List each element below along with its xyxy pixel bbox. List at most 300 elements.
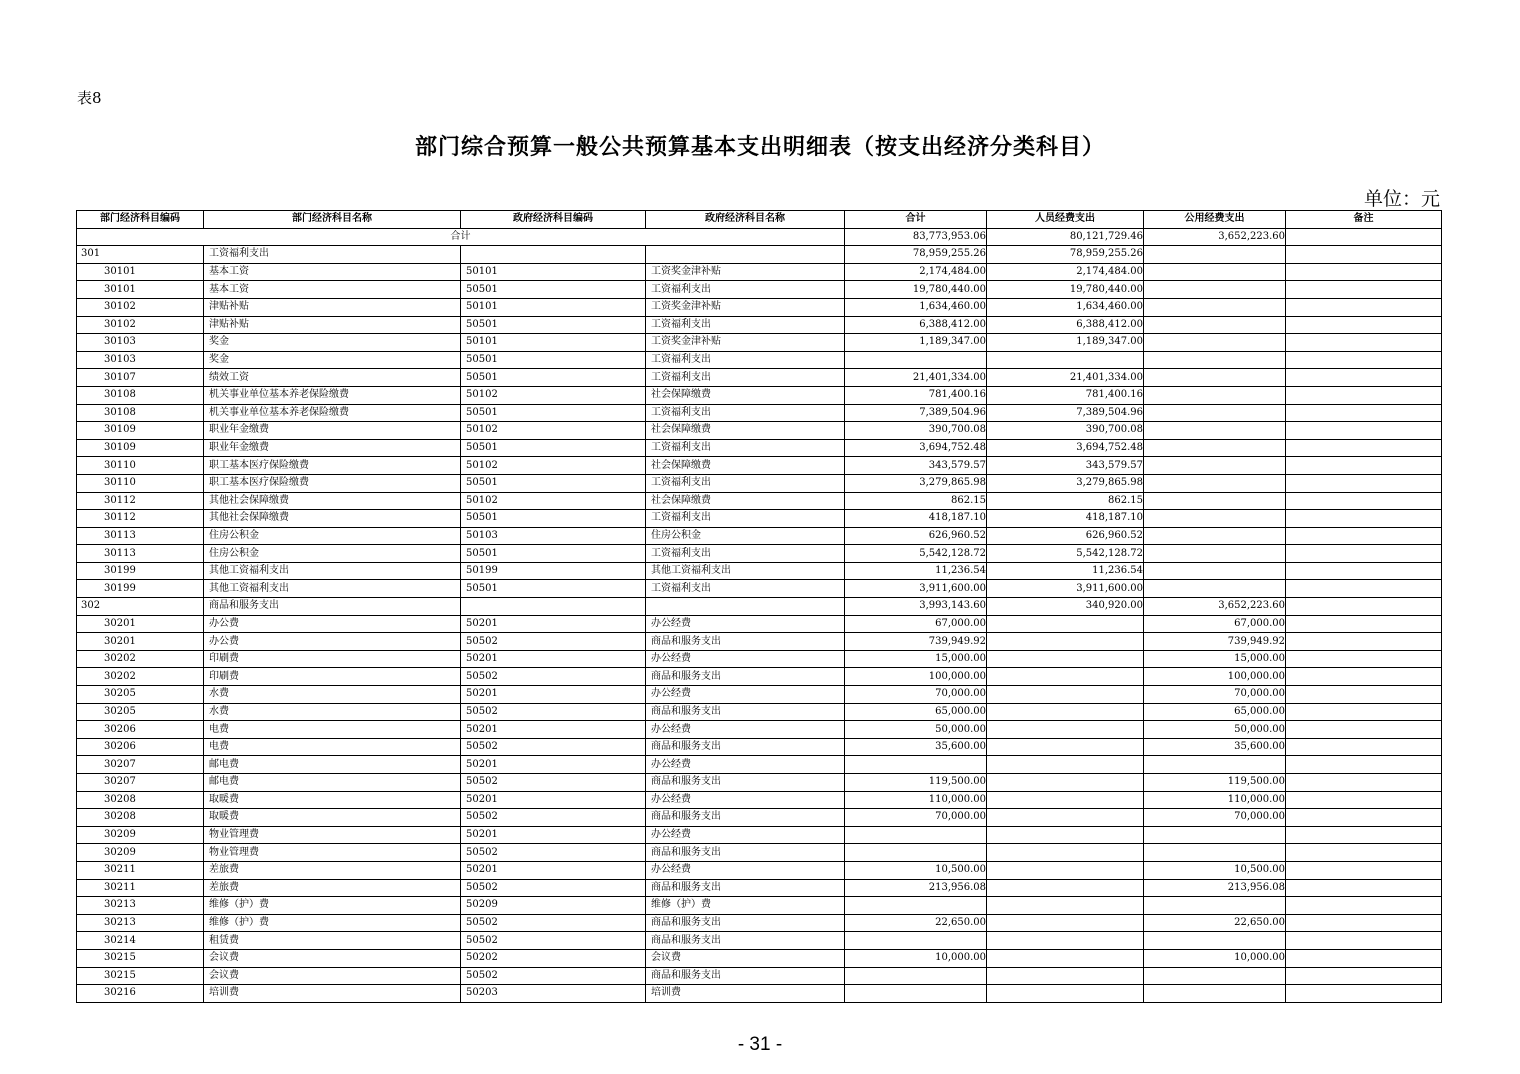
gov-name-cell: 办公经费 xyxy=(646,861,845,879)
dept-name-cell: 电费 xyxy=(204,738,461,756)
personnel-cell: 7,389,504.96 xyxy=(987,404,1144,422)
dept-name-cell: 水费 xyxy=(204,686,461,704)
table-row xyxy=(77,686,1442,704)
public-cell xyxy=(1144,967,1286,985)
table-row xyxy=(77,844,1442,862)
gov-code-cell: 50203 xyxy=(461,985,646,1003)
gov-code-cell: 50209 xyxy=(461,897,646,915)
note-cell xyxy=(1286,756,1442,774)
public-cell: 10,000.00 xyxy=(1144,949,1286,967)
note-cell xyxy=(1286,844,1442,862)
public-cell: 35,600.00 xyxy=(1144,738,1286,756)
public-cell: 15,000.00 xyxy=(1144,650,1286,668)
gov-name-cell: 工资福利支出 xyxy=(646,439,845,457)
table-label: 表8 xyxy=(77,89,102,107)
gov-name-cell: 商品和服务支出 xyxy=(646,844,845,862)
header-personnel: 人员经费支出 xyxy=(987,211,1144,229)
note-cell xyxy=(1286,774,1442,792)
table-row xyxy=(77,914,1442,932)
note-cell xyxy=(1286,633,1442,651)
dept-name-cell: 其他社会保障缴费 xyxy=(204,492,461,510)
personnel-cell xyxy=(987,668,1144,686)
personnel-cell: 1,189,347.00 xyxy=(987,334,1144,352)
dept-name-cell: 基本工资 xyxy=(204,281,461,299)
public-cell xyxy=(1144,897,1286,915)
personnel-cell xyxy=(987,897,1144,915)
personnel-cell xyxy=(987,932,1144,950)
note-cell xyxy=(1286,246,1442,264)
note-cell xyxy=(1286,721,1442,739)
total-cell: 7,389,504.96 xyxy=(845,404,987,422)
total-public: 3,652,223.60 xyxy=(1144,228,1286,246)
gov-name-cell: 办公经费 xyxy=(646,826,845,844)
total-cell: 3,911,600.00 xyxy=(845,580,987,598)
total-personnel: 80,121,729.46 xyxy=(987,228,1144,246)
dept-code-cell: 30208 xyxy=(77,791,204,809)
table-row xyxy=(77,879,1442,897)
gov-code-cell: 50502 xyxy=(461,879,646,897)
gov-name-cell: 工资福利支出 xyxy=(646,510,845,528)
total-cell: 781,400.16 xyxy=(845,386,987,404)
table-row xyxy=(77,439,1442,457)
total-cell: 10,000.00 xyxy=(845,949,987,967)
dept-name-cell: 水费 xyxy=(204,703,461,721)
personnel-cell xyxy=(987,879,1144,897)
gov-code-cell: 50502 xyxy=(461,738,646,756)
public-cell: 65,000.00 xyxy=(1144,703,1286,721)
dept-code-cell: 30207 xyxy=(77,756,204,774)
gov-code-cell: 50502 xyxy=(461,809,646,827)
dept-name-cell: 其他社会保障缴费 xyxy=(204,510,461,528)
table-row xyxy=(77,615,1442,633)
table-row xyxy=(77,985,1442,1003)
public-cell xyxy=(1144,369,1286,387)
public-cell xyxy=(1144,545,1286,563)
note-cell xyxy=(1286,703,1442,721)
gov-name-cell: 工资福利支出 xyxy=(646,580,845,598)
public-cell xyxy=(1144,404,1286,422)
personnel-cell xyxy=(987,967,1144,985)
public-cell xyxy=(1144,334,1286,352)
page-number: - 31 - xyxy=(737,1034,783,1055)
table-row xyxy=(77,457,1442,475)
dept-code-cell: 30206 xyxy=(77,721,204,739)
total-cell: 21,401,334.00 xyxy=(845,369,987,387)
public-cell xyxy=(1144,298,1286,316)
total-cell: 343,579.57 xyxy=(845,457,987,475)
table-row xyxy=(77,721,1442,739)
gov-name-cell: 办公经费 xyxy=(646,686,845,704)
public-cell: 3,652,223.60 xyxy=(1144,598,1286,616)
gov-name-cell: 商品和服务支出 xyxy=(646,738,845,756)
gov-code-cell: 50501 xyxy=(461,404,646,422)
total-cell xyxy=(845,985,987,1003)
gov-name-cell: 办公经费 xyxy=(646,791,845,809)
unit-label: 单位：元 xyxy=(1363,188,1440,210)
public-cell xyxy=(1144,527,1286,545)
dept-code-cell: 30206 xyxy=(77,738,204,756)
gov-code-cell: 50502 xyxy=(461,703,646,721)
total-cell: 3,279,865.98 xyxy=(845,474,987,492)
note-cell xyxy=(1286,879,1442,897)
gov-code-cell: 50101 xyxy=(461,334,646,352)
total-cell: 739,949.92 xyxy=(845,633,987,651)
dept-code-cell: 30205 xyxy=(77,686,204,704)
dept-name-cell: 物业管理费 xyxy=(204,826,461,844)
total-cell: 110,000.00 xyxy=(845,791,987,809)
total-cell: 50,000.00 xyxy=(845,721,987,739)
total-cell: 22,650.00 xyxy=(845,914,987,932)
public-cell: 100,000.00 xyxy=(1144,668,1286,686)
note-cell xyxy=(1286,527,1442,545)
table-row xyxy=(77,791,1442,809)
gov-code-cell: 50201 xyxy=(461,686,646,704)
gov-name-cell: 工资福利支出 xyxy=(646,474,845,492)
personnel-cell xyxy=(987,985,1144,1003)
header-public: 公用经费支出 xyxy=(1144,211,1286,229)
gov-code-cell: 50201 xyxy=(461,650,646,668)
dept-name-cell: 取暖费 xyxy=(204,791,461,809)
personnel-cell: 3,911,600.00 xyxy=(987,580,1144,598)
note-cell xyxy=(1286,949,1442,967)
personnel-cell: 78,959,255.26 xyxy=(987,246,1144,264)
table-row xyxy=(77,738,1442,756)
personnel-cell xyxy=(987,703,1144,721)
gov-name-cell: 维修（护）费 xyxy=(646,897,845,915)
table-row xyxy=(77,703,1442,721)
total-cell: 67,000.00 xyxy=(845,615,987,633)
note-cell xyxy=(1286,439,1442,457)
total-amount: 83,773,953.06 xyxy=(845,228,987,246)
note-cell xyxy=(1286,386,1442,404)
table-row xyxy=(77,826,1442,844)
gov-code-cell: 50101 xyxy=(461,298,646,316)
dept-name-cell: 职工基本医疗保险缴费 xyxy=(204,457,461,475)
total-cell: 390,700.08 xyxy=(845,422,987,440)
page-title: 部门综合预算一般公共预算基本支出明细表（按支出经济分类科目） xyxy=(414,135,1105,160)
gov-code-cell: 50501 xyxy=(461,510,646,528)
dept-code-cell: 30211 xyxy=(77,861,204,879)
dept-code-cell: 30101 xyxy=(77,281,204,299)
gov-code-cell: 50201 xyxy=(461,721,646,739)
total-cell: 862.15 xyxy=(845,492,987,510)
note-cell xyxy=(1286,985,1442,1003)
total-cell xyxy=(845,826,987,844)
personnel-cell: 390,700.08 xyxy=(987,422,1144,440)
gov-code-cell: 50502 xyxy=(461,668,646,686)
total-cell: 65,000.00 xyxy=(845,703,987,721)
dept-name-cell: 培训费 xyxy=(204,985,461,1003)
table-row xyxy=(77,668,1442,686)
dept-name-cell: 电费 xyxy=(204,721,461,739)
public-cell: 70,000.00 xyxy=(1144,809,1286,827)
personnel-cell xyxy=(987,861,1144,879)
header-total: 合计 xyxy=(845,211,987,229)
dept-code-cell: 30110 xyxy=(77,474,204,492)
table-row xyxy=(77,756,1442,774)
gov-code-cell: 50502 xyxy=(461,914,646,932)
note-cell xyxy=(1286,281,1442,299)
gov-name-cell: 培训费 xyxy=(646,985,845,1003)
dept-name-cell: 会议费 xyxy=(204,967,461,985)
note-cell xyxy=(1286,615,1442,633)
note-cell xyxy=(1286,668,1442,686)
dept-code-cell: 302 xyxy=(77,598,204,616)
note-cell xyxy=(1286,686,1442,704)
table-row xyxy=(77,774,1442,792)
gov-name-cell: 工资福利支出 xyxy=(646,316,845,334)
dept-name-cell: 职业年金缴费 xyxy=(204,422,461,440)
note-cell xyxy=(1286,492,1442,510)
dept-name-cell: 职工基本医疗保险缴费 xyxy=(204,474,461,492)
total-label: 合计 xyxy=(77,228,845,246)
gov-code-cell: 50201 xyxy=(461,791,646,809)
public-cell xyxy=(1144,562,1286,580)
gov-code-cell: 50501 xyxy=(461,439,646,457)
note-cell xyxy=(1286,457,1442,475)
dept-code-cell: 30199 xyxy=(77,562,204,580)
personnel-cell xyxy=(987,721,1144,739)
public-cell: 110,000.00 xyxy=(1144,791,1286,809)
total-cell: 100,000.00 xyxy=(845,668,987,686)
total-cell: 119,500.00 xyxy=(845,774,987,792)
gov-name-cell xyxy=(646,598,845,616)
gov-name-cell: 商品和服务支出 xyxy=(646,633,845,651)
table-row xyxy=(77,369,1442,387)
note-cell xyxy=(1286,580,1442,598)
personnel-cell xyxy=(987,949,1144,967)
gov-code-cell: 50501 xyxy=(461,545,646,563)
header-gov-code: 政府经济科目编码 xyxy=(461,211,646,229)
total-cell: 1,189,347.00 xyxy=(845,334,987,352)
personnel-cell: 340,920.00 xyxy=(987,598,1144,616)
table-row xyxy=(77,809,1442,827)
dept-code-cell: 30109 xyxy=(77,422,204,440)
note-cell xyxy=(1286,404,1442,422)
public-cell xyxy=(1144,439,1286,457)
personnel-cell xyxy=(987,809,1144,827)
public-cell xyxy=(1144,316,1286,334)
note-cell xyxy=(1286,809,1442,827)
personnel-cell: 6,388,412.00 xyxy=(987,316,1144,334)
personnel-cell xyxy=(987,351,1144,369)
gov-name-cell: 商品和服务支出 xyxy=(646,809,845,827)
personnel-cell xyxy=(987,791,1144,809)
dept-name-cell: 津贴补贴 xyxy=(204,298,461,316)
gov-name-cell: 商品和服务支出 xyxy=(646,879,845,897)
gov-code-cell: 50501 xyxy=(461,474,646,492)
dept-name-cell: 绩效工资 xyxy=(204,369,461,387)
total-cell: 626,960.52 xyxy=(845,527,987,545)
gov-name-cell: 商品和服务支出 xyxy=(646,932,845,950)
public-cell: 739,949.92 xyxy=(1144,633,1286,651)
table-row xyxy=(77,386,1442,404)
table-row xyxy=(77,949,1442,967)
total-cell: 5,542,128.72 xyxy=(845,545,987,563)
dept-code-cell: 30110 xyxy=(77,457,204,475)
gov-name-cell: 商品和服务支出 xyxy=(646,774,845,792)
total-cell: 35,600.00 xyxy=(845,738,987,756)
dept-code-cell: 30213 xyxy=(77,914,204,932)
personnel-cell xyxy=(987,844,1144,862)
gov-code-cell: 50202 xyxy=(461,949,646,967)
total-cell: 6,388,412.00 xyxy=(845,316,987,334)
table-row xyxy=(77,897,1442,915)
table-row xyxy=(77,510,1442,528)
note-cell xyxy=(1286,422,1442,440)
dept-code-cell: 30213 xyxy=(77,897,204,915)
dept-name-cell: 办公费 xyxy=(204,615,461,633)
note-cell xyxy=(1286,545,1442,563)
dept-name-cell: 其他工资福利支出 xyxy=(204,580,461,598)
gov-code-cell xyxy=(461,598,646,616)
table-row xyxy=(77,861,1442,879)
gov-code-cell: 50502 xyxy=(461,932,646,950)
gov-name-cell: 商品和服务支出 xyxy=(646,914,845,932)
dept-code-cell: 30211 xyxy=(77,879,204,897)
table-row xyxy=(77,650,1442,668)
public-cell xyxy=(1144,457,1286,475)
gov-code-cell: 50502 xyxy=(461,633,646,651)
dept-name-cell: 其他工资福利支出 xyxy=(204,562,461,580)
note-cell xyxy=(1286,791,1442,809)
dept-name-cell: 工资福利支出 xyxy=(204,246,461,264)
public-cell xyxy=(1144,580,1286,598)
gov-code-cell: 50102 xyxy=(461,386,646,404)
total-cell: 10,500.00 xyxy=(845,861,987,879)
gov-code-cell: 50101 xyxy=(461,263,646,281)
gov-code-cell: 50502 xyxy=(461,967,646,985)
personnel-cell xyxy=(987,686,1144,704)
total-cell xyxy=(845,844,987,862)
table-row xyxy=(77,527,1442,545)
personnel-cell: 781,400.16 xyxy=(987,386,1144,404)
note-cell xyxy=(1286,369,1442,387)
gov-code-cell xyxy=(461,246,646,264)
public-cell xyxy=(1144,756,1286,774)
dept-code-cell: 30112 xyxy=(77,510,204,528)
budget-table xyxy=(76,210,1442,1003)
dept-code-cell: 30113 xyxy=(77,545,204,563)
gov-name-cell: 社会保障缴费 xyxy=(646,422,845,440)
total-cell xyxy=(845,897,987,915)
public-cell: 213,956.08 xyxy=(1144,879,1286,897)
total-cell: 1,634,460.00 xyxy=(845,298,987,316)
personnel-cell xyxy=(987,633,1144,651)
dept-name-cell: 基本工资 xyxy=(204,263,461,281)
dept-code-cell: 30202 xyxy=(77,650,204,668)
dept-name-cell: 住房公积金 xyxy=(204,527,461,545)
dept-name-cell: 印刷费 xyxy=(204,650,461,668)
table-row xyxy=(77,404,1442,422)
gov-name-cell: 工资福利支出 xyxy=(646,404,845,422)
personnel-cell: 2,174,484.00 xyxy=(987,263,1144,281)
note-cell xyxy=(1286,738,1442,756)
table-row xyxy=(77,246,1442,264)
dept-name-cell: 邮电费 xyxy=(204,756,461,774)
gov-name-cell: 社会保障缴费 xyxy=(646,492,845,510)
dept-code-cell: 30103 xyxy=(77,334,204,352)
personnel-cell: 19,780,440.00 xyxy=(987,281,1144,299)
gov-name-cell: 工资福利支出 xyxy=(646,545,845,563)
gov-code-cell: 50501 xyxy=(461,281,646,299)
total-row xyxy=(77,228,1442,246)
personnel-cell: 418,187.10 xyxy=(987,510,1144,528)
total-cell xyxy=(845,967,987,985)
total-cell xyxy=(845,932,987,950)
dept-code-cell: 30101 xyxy=(77,263,204,281)
gov-code-cell: 50201 xyxy=(461,861,646,879)
table-row xyxy=(77,316,1442,334)
table-row xyxy=(77,263,1442,281)
gov-code-cell: 50501 xyxy=(461,316,646,334)
dept-code-cell: 30205 xyxy=(77,703,204,721)
dept-code-cell: 30202 xyxy=(77,668,204,686)
table-row xyxy=(77,422,1442,440)
public-cell xyxy=(1144,985,1286,1003)
gov-name-cell: 工资福利支出 xyxy=(646,351,845,369)
gov-name-cell xyxy=(646,246,845,264)
table-row xyxy=(77,281,1442,299)
dept-name-cell: 职业年金缴费 xyxy=(204,439,461,457)
public-cell: 50,000.00 xyxy=(1144,721,1286,739)
gov-code-cell: 50199 xyxy=(461,562,646,580)
personnel-cell: 5,542,128.72 xyxy=(987,545,1144,563)
total-cell: 418,187.10 xyxy=(845,510,987,528)
header-dept-code: 部门经济科目编码 xyxy=(77,211,204,229)
table-row xyxy=(77,492,1442,510)
dept-code-cell: 30207 xyxy=(77,774,204,792)
public-cell xyxy=(1144,474,1286,492)
note-cell xyxy=(1286,914,1442,932)
gov-name-cell: 工资奖金津补贴 xyxy=(646,263,845,281)
personnel-cell: 21,401,334.00 xyxy=(987,369,1144,387)
total-cell: 3,993,143.60 xyxy=(845,598,987,616)
dept-name-cell: 印刷费 xyxy=(204,668,461,686)
gov-name-cell: 商品和服务支出 xyxy=(646,967,845,985)
gov-name-cell: 工资奖金津补贴 xyxy=(646,298,845,316)
dept-name-cell: 维修（护）费 xyxy=(204,897,461,915)
total-cell: 2,174,484.00 xyxy=(845,263,987,281)
table-row xyxy=(77,598,1442,616)
gov-name-cell: 办公经费 xyxy=(646,721,845,739)
total-cell xyxy=(845,351,987,369)
gov-code-cell: 50502 xyxy=(461,844,646,862)
note-cell xyxy=(1286,474,1442,492)
table-row xyxy=(77,562,1442,580)
personnel-cell: 343,579.57 xyxy=(987,457,1144,475)
total-cell: 70,000.00 xyxy=(845,809,987,827)
gov-code-cell: 50201 xyxy=(461,756,646,774)
dept-name-cell: 取暖费 xyxy=(204,809,461,827)
dept-name-cell: 差旅费 xyxy=(204,879,461,897)
note-cell xyxy=(1286,334,1442,352)
dept-code-cell: 301 xyxy=(77,246,204,264)
public-cell: 70,000.00 xyxy=(1144,686,1286,704)
gov-code-cell: 50103 xyxy=(461,527,646,545)
personnel-cell: 11,236.54 xyxy=(987,562,1144,580)
table-row xyxy=(77,474,1442,492)
note-cell xyxy=(1286,598,1442,616)
note-cell xyxy=(1286,510,1442,528)
total-note xyxy=(1286,228,1442,246)
note-cell xyxy=(1286,562,1442,580)
public-cell xyxy=(1144,510,1286,528)
dept-name-cell: 物业管理费 xyxy=(204,844,461,862)
personnel-cell xyxy=(987,738,1144,756)
dept-code-cell: 30201 xyxy=(77,615,204,633)
public-cell xyxy=(1144,492,1286,510)
